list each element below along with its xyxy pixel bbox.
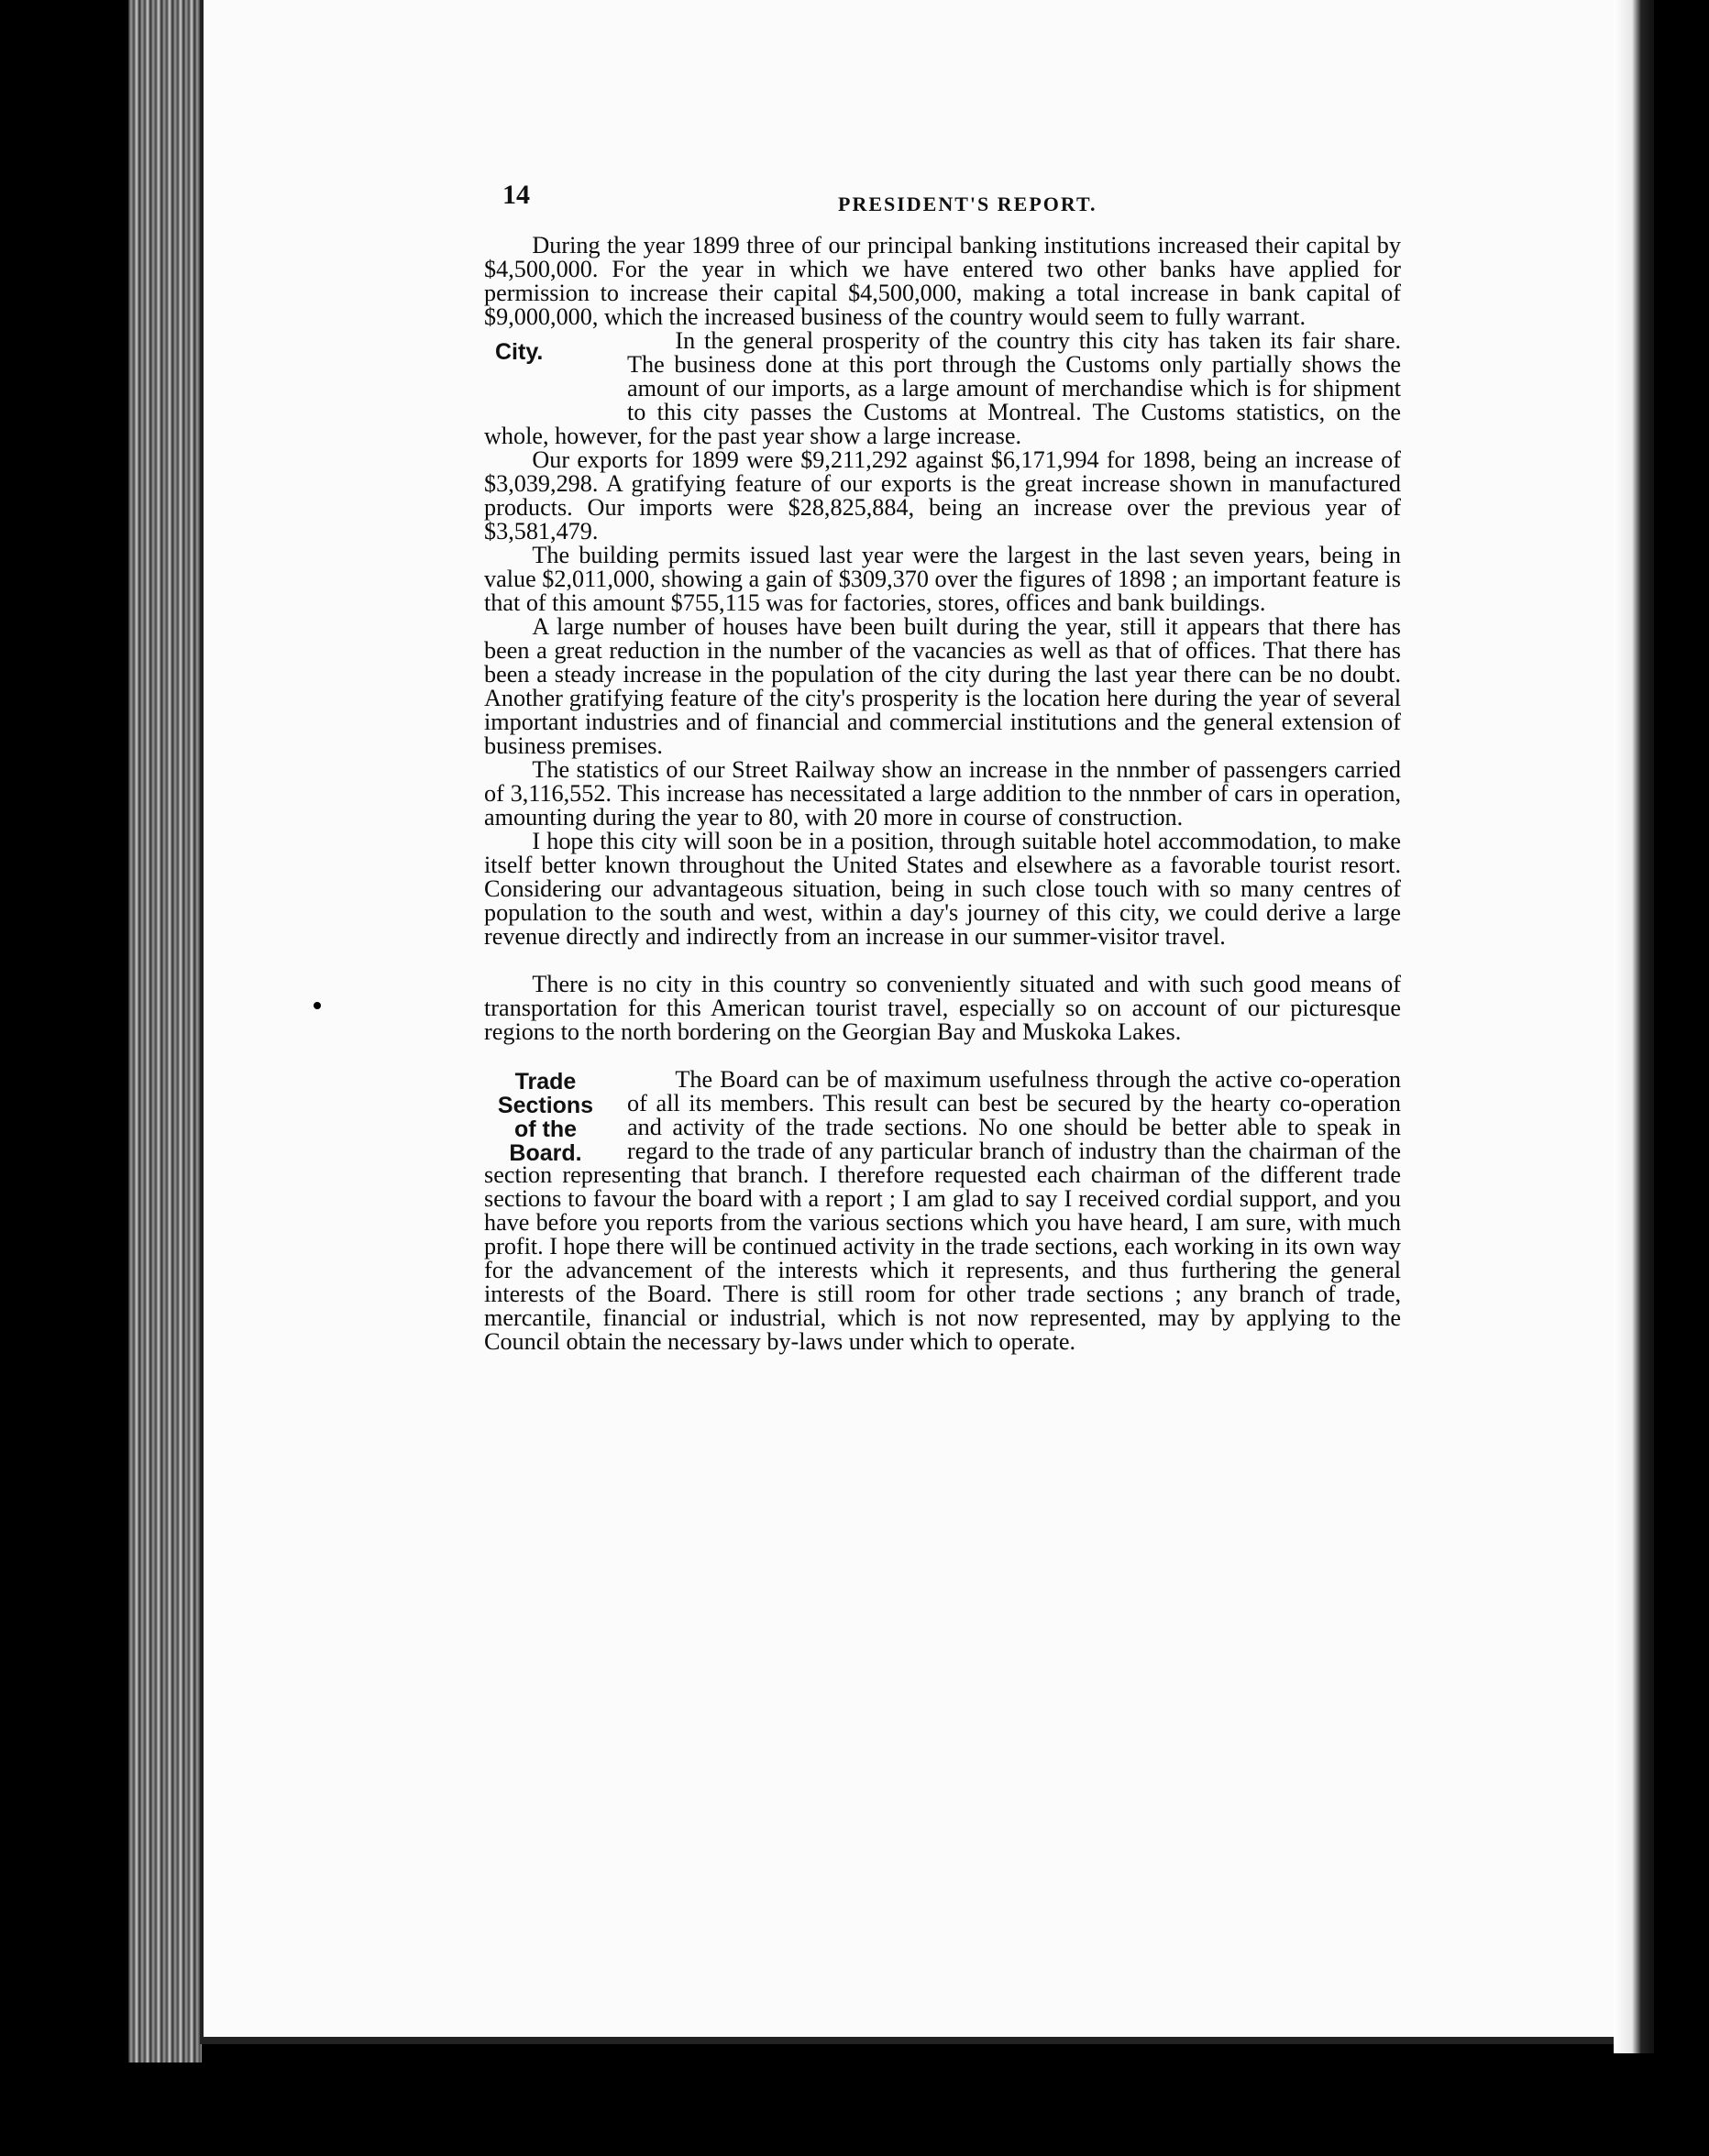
side-heading-city-text: City. xyxy=(495,339,544,365)
side-heading-city xyxy=(477,331,614,402)
running-head: PRESIDENT'S REPORT. xyxy=(838,192,1097,215)
page-right-edge xyxy=(1614,0,1654,2053)
side-heading-trade-line2: of the Board. xyxy=(509,1116,582,1166)
paragraph-trade-sections: The Board can be of maximum usefulness through the active co-operation of all its members. This result can best be secured by the hearty co-operation and activity of the trade sections. No one should be better able to speak in regard to the trade of any particular branch of industry than the chairman of the section representing that branch. I therefore requested each chairman of the different trade sections to favour the board with a report ; I am glad to say I received cordial support, and you have before you reports from the various sections which you have heard, I am sure, with much profit. I hope there will be continued activity in the trade sections, each working in its own way for the advancement of the interests which it represents, and thus furthering the general interests of the Board. There is still room for other trade sections ; any branch of trade, mercantile, financial or industrial, which is not now represented, may by applying to the Council obtain the necessary by-laws under which to operate. xyxy=(484,1066,1401,1355)
paragraph-gap xyxy=(484,949,1401,973)
body-text xyxy=(484,234,1401,1354)
paragraph-building-permits: The building permits issued last year were the largest in the last seven years, being in value $2,011,000, showing a gain of $309,370 over the figures of 1898 ; an important feature is that of this amount $755,115 was for factories, stores, offices and bank buildings. xyxy=(484,542,1401,616)
side-heading-trade-line1: Trade Sections xyxy=(497,1069,594,1118)
paragraph-exports: Our exports for 1899 were $9,211,292 against $6,171,994 for 1898, being an increase of $3,039,298. A gratifying feature of our exports is the great increase shown in manufactured products. Our imports were $28,825,884, being an increase over the previous year of $3,581,479. xyxy=(484,446,1401,544)
paragraph-street-railway: The statistics of our Street Railway show an increase in the nnmber of passengers carried of 3,116,552. This increase has necessitated a large addition to the nnmber of cars in operation, amounting during the year to 80, with 20 more in course of construction. xyxy=(484,756,1401,830)
page-number: 14 xyxy=(502,180,530,210)
paragraph-bank-capital: During the year 1899 three of our principal banking institutions increased their capital by $4,500,000. For the year in which we have entered two other banks have applied for permission to increase their capital $4,500,000, making a total increase in bank capital of $9,000,000, which the increased business of the country would seem to fully warrant. xyxy=(484,232,1401,330)
paragraph-tourist-travel: There is no city in this country so conveniently situated and with such good means of transportation for this American tourist travel, especially so on account of our picturesque regions to the north bordering on the Georgian Bay and Muskoka Lakes. xyxy=(484,971,1401,1045)
ink-speck xyxy=(314,1002,321,1009)
paragraph-city-prosperity: In the general prosperity of the country this city has taken its fair share. The business done at this port through the Customs only partially shows the amount of our imports, as a large amount of merchandise which is for shipment to this city passes the Customs at Montreal. The Customs statistics, on the whole, however, for the past year show a large increase. xyxy=(484,327,1401,449)
paragraph-houses: A large number of houses have been built during the year, still it appears that there has been a great reduction in the number of the vacancies as well as that of offices. That there has been a steady increase in the population of the city during the last year there can be no doubt. Another gratifying feature of the city's prosperity is the location here during the year of several important industries and of financial and commercial institutions and the general extension of business premises. xyxy=(484,613,1401,759)
paragraph-hotel-accommodation: I hope this city will soon be in a position, through suitable hotel accommodation, to make itself better known throughout the United States and elsewhere as a favorable tourist resort. Considering our advantageous situation, being in such close touch with so many centres of population to the south and west, within a day's journey of this city, we could derive a large revenue directly and indirectly from an increase in our summer-visitor travel. xyxy=(484,828,1401,950)
page-header xyxy=(502,180,1108,226)
side-heading-trade-sections xyxy=(477,1069,614,1166)
book-page-edges xyxy=(128,0,202,2062)
paragraph-gap xyxy=(484,1044,1401,1068)
